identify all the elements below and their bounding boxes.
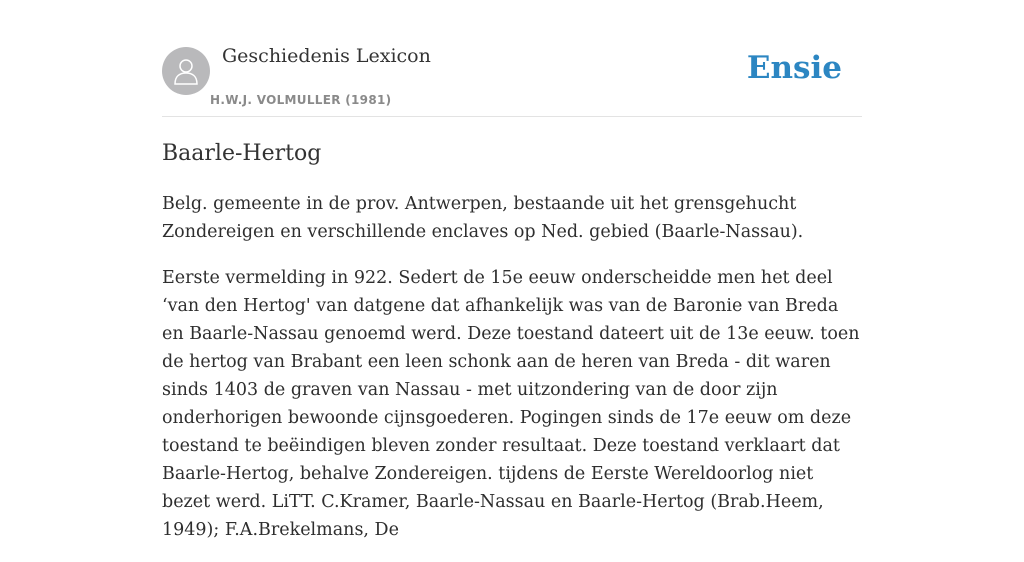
- article: [162, 138, 862, 562]
- author-name[interactable]: H.W.J. VOLMULLER (1981): [210, 93, 392, 107]
- article-paragraph: Belg. gemeente in de prov. Antwerpen, bestaande uit het grensgehucht Zondereigen en verschillende enclaves op Ned. gebied (Baarle-Nassau).: [162, 194, 804, 242]
- lexicon-header: [162, 40, 862, 117]
- avatar[interactable]: [162, 47, 210, 95]
- article-title: Baarle-Hertog: [162, 141, 322, 166]
- user-silhouette-icon: [171, 56, 201, 86]
- article-paragraph: Eerste vermelding in 922. Sedert de 15e eeuw onderscheidde men het deel ‘van den Hertog' van datgene dat afhankelijk was van de Baronie van Breda en Baarle-Nassau genoemd werd. Deze toestand dateert uit de 13e eeuw. toen de hertog van Brabant een leen schonk aan de heren van Breda - dit waren sinds 1403 de graven van Nassau - met uitzondering van de door zijn onderhorigen bewoonde cijnsgoederen. Pogingen sinds de 17e eeuw om deze toestand te beëindigen bleven zonder resultaat. Deze toestand verklaart dat Baarle-Hertog, behalve Zondereigen. tijdens de Eerste Wereldoorlog niet bezet werd. LiTT. C.Kramer, Baarle-Nassau en Baarle-Hertog (Brab.Heem, 1949); F.A.Brekelmans, De: [162, 268, 860, 540]
- lexicon-title[interactable]: Geschiedenis Lexicon: [222, 45, 431, 67]
- brand-logo[interactable]: Ensie: [746, 50, 842, 86]
